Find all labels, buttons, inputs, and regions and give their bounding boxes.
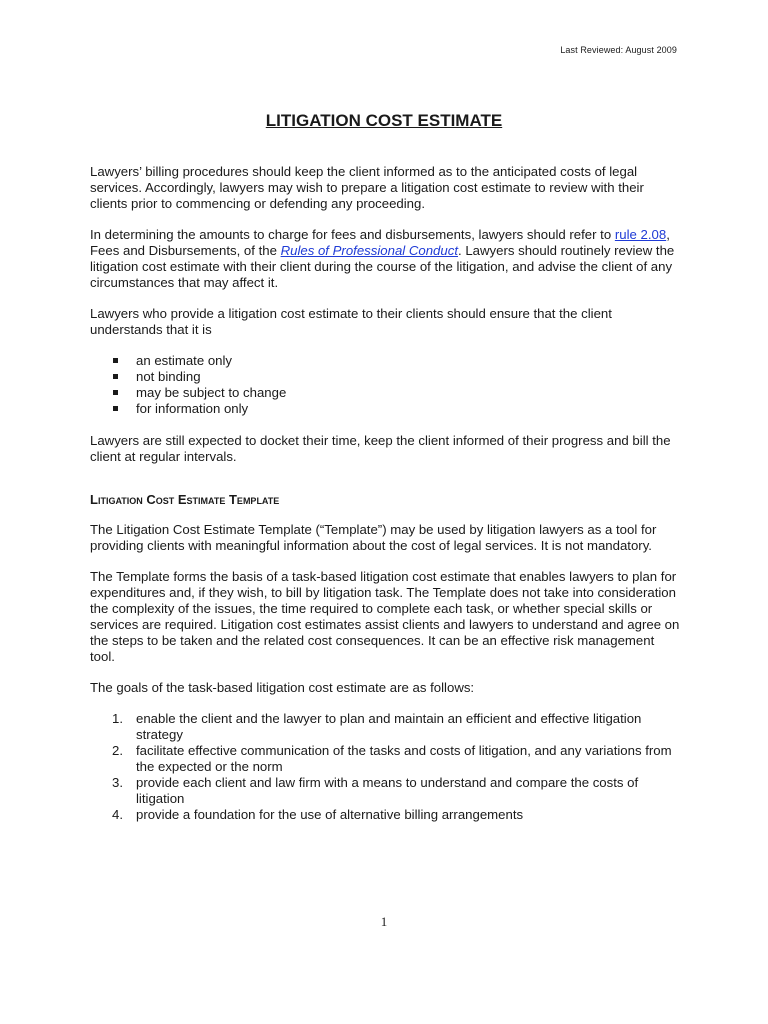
intro-paragraph-2 [90,227,680,291]
estimate-bullet-list [90,353,680,417]
intro-paragraph-1: Lawyers’ billing procedures should keep the client informed as to the anticipated costs of legal services. Accordingly, lawyers may wish to prepare a litigation cost estimate to review with their clients prior to commencing or defending any proceeding. [90,164,644,211]
goal-item [90,775,680,807]
intro-p2-text-middle: , Fees and Disbursements, of the [90,227,670,258]
goal-text: facilitate effective communication of the tasks and costs of litigation, and any variations from the expected or the norm [136,743,672,774]
intro-paragraph-4: Lawyers are still expected to docket their time, keep the client informed of their progress and bill the client at regular intervals. [90,433,671,464]
last-reviewed-date: Last Reviewed: August 2009 [560,45,677,55]
goal-text: enable the client and the lawyer to plan and maintain an efficient and effective litigation strategy [136,711,642,742]
goals-list [90,711,680,823]
intro-p2-text-end: . Lawyers should routinely review the litigation cost estimate with their client during the course of the litigation, and advise the client of any circumstances that may affect it. [90,243,675,290]
bullet-item: an estimate only [90,353,680,369]
goal-item [90,807,680,823]
intro-p2-text-start: In determining the amounts to charge for fees and disbursements, lawyers should refer to [90,227,615,242]
template-paragraph-3: The goals of the task-based litigation cost estimate are as follows: [90,680,475,695]
bullet-item: may be subject to change [90,385,680,401]
template-section-heading: Litigation Cost Estimate Template [90,492,280,507]
bullet-item: for information only [90,401,680,417]
rule-2-08-link[interactable]: rule 2.08 [614,227,667,242]
document-title [0,111,768,131]
goal-number: 2. [112,743,123,758]
goal-item [90,711,680,743]
title-text: LITIGATION COST ESTIMATE [265,111,503,130]
goal-item [90,743,680,775]
goal-text: provide a foundation for the use of alternative billing arrangements [136,807,524,822]
goal-number: 1. [112,711,123,726]
bullet-item: not binding [90,369,680,385]
document-body [90,164,680,823]
goal-number: 4. [112,807,123,822]
page-number: 1 [380,914,388,929]
template-paragraph-1: The Litigation Cost Estimate Template (“Template”) may be used by litigation lawyers as a tool for providing clients with meaningful information about the cost of legal services. It is not mandatory. [90,522,657,553]
intro-paragraph-3: Lawyers who provide a litigation cost estimate to their clients should ensure that the client understands that it is [90,306,612,337]
rules-of-professional-conduct-link[interactable]: Rules of Professional Conduct [280,243,458,258]
goal-number: 3. [112,775,123,790]
goal-text: provide each client and law firm with a means to understand and compare the costs of litigation [136,775,639,806]
template-paragraph-2: The Template forms the basis of a task-based litigation cost estimate that enables lawyers to plan for expenditures and, if they wish, to bill by litigation task. The Template does not take into consideration the complexity of the issues, the time required to complete each task, or whether special skills or services are required. Litigation cost estimates assist clients and lawyers to understand and agree on the steps to be taken and the related cost consequences. It can be an effective risk management tool. [90,569,680,664]
